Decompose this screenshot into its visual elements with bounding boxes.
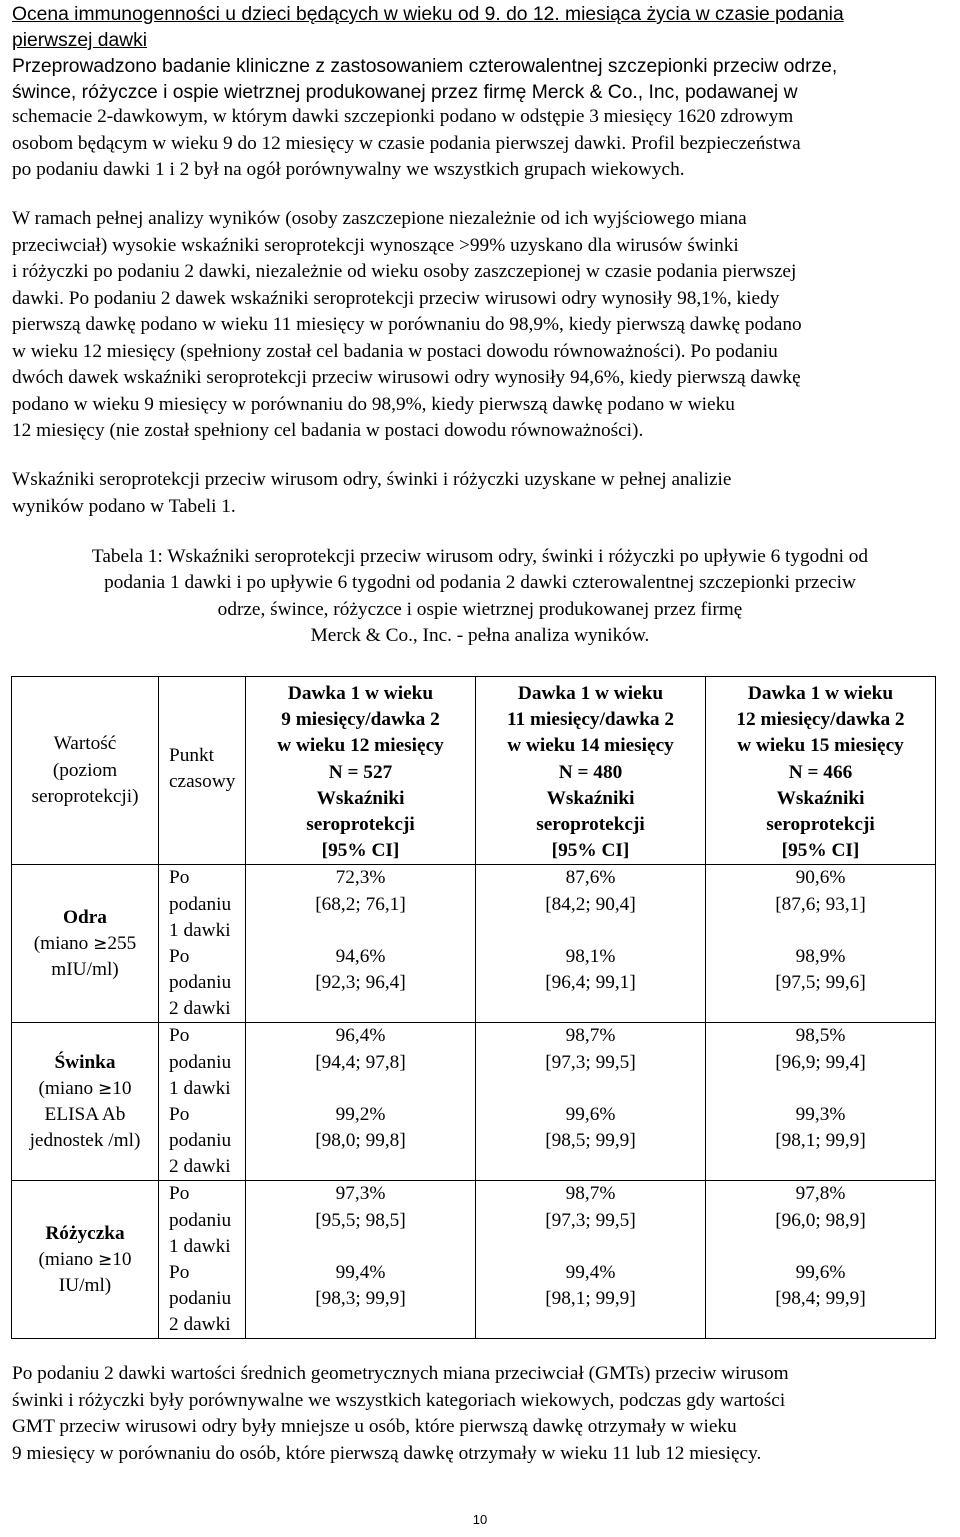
value-cell — [476, 1181, 706, 1339]
table-header-row — [12, 677, 936, 865]
caption-line: Merck & Co., Inc. - pełna analiza wyników. — [310, 625, 650, 647]
intro-line: osobom będącym w wieku 9 do 12 miesięcy w czasie podania pierwszej dawki. Profil bezpieczeństwa — [12, 132, 801, 154]
group-sublabel: [95% CI] — [781, 840, 860, 862]
intro-line: Przeprowadzono badanie kliniczne z zastosowaniem czterowalentnej szczepionki przeciw odrze, — [12, 56, 838, 77]
timepoint-cell — [159, 865, 246, 1023]
timepoint-text: podaniu — [169, 1209, 232, 1231]
ci-value: [68,2; 76,1] — [315, 893, 406, 915]
header-value-cell — [12, 677, 159, 865]
value-cell — [706, 1181, 936, 1339]
timepoint-text: Po — [169, 1183, 190, 1205]
value-cell — [246, 865, 476, 1023]
header-text: (poziom — [52, 759, 118, 781]
value-cell — [246, 1023, 476, 1181]
ci-value: [96,4; 99,1] — [545, 972, 636, 994]
virus-criterion-unit: IU/ml) — [58, 1275, 112, 1297]
timepoint-dose: 2 dawki — [169, 998, 231, 1020]
virus-cell — [12, 1023, 159, 1181]
virus-criterion-unit: ELISA Ab — [44, 1103, 126, 1125]
ci-value: [95,5; 98,5] — [315, 1209, 406, 1231]
analysis-line: 12 miesięcy (nie został spełniony cel badania w postaci dowodu równoważności). — [12, 420, 644, 441]
group-label: Dawka 1 w wieku — [517, 683, 664, 704]
group-count: N = 466 — [788, 761, 853, 783]
ci-value: [94,4; 97,8] — [315, 1051, 406, 1073]
group-sublabel: [95% CI] — [551, 840, 630, 862]
group-label: 12 miesięcy/dawka 2 — [736, 709, 905, 731]
caption-line: odrze, śwince, różyczce i ospie wietrznej produkowanej przez firmę — [217, 598, 743, 620]
value-cell — [706, 865, 936, 1023]
virus-criterion — [12, 1076, 158, 1102]
header-text: seroprotekcji) — [31, 785, 139, 807]
gmt-line: świnki i różyczki były porównywalne we wszystkich kategoriach wiekowych, podczas gdy wartości — [12, 1389, 786, 1411]
ci-value: [98,3; 99,9] — [315, 1288, 406, 1310]
value-cell — [706, 1023, 936, 1181]
timepoint-text: podaniu — [169, 1051, 232, 1073]
ci-value: [96,9; 99,4] — [775, 1051, 866, 1073]
rate-value: 99,4% — [565, 1261, 616, 1283]
group-sublabel: seroprotekcji — [306, 814, 415, 836]
criterion-value: 10 — [112, 1248, 132, 1270]
ci-value: [98,4; 99,9] — [775, 1288, 866, 1310]
group-label: 9 miesięcy/dawka 2 — [281, 709, 440, 731]
table-row — [12, 1023, 936, 1181]
timepoint-text: Po — [169, 867, 190, 889]
criterion-value: 255 — [107, 932, 137, 954]
group-sublabel: [95% CI] — [321, 840, 400, 862]
section-heading — [12, 2, 952, 106]
reference-line: Wskaźniki seroprotekcji przeciw wirusom odry, świnki i różyczki uzyskane w pełnej analizie — [12, 469, 732, 490]
gmt-line: GMT przeciw wirusowi odry były mniejsze u osób, które pierwszą dawkę otrzymały w wieku — [12, 1416, 737, 1437]
timepoint-text: Po — [169, 1103, 190, 1125]
timepoint-dose: 1 dawki — [169, 1235, 231, 1257]
intro-line: schemacie 2-dawkowym, w którym dawki szczepionki podano w odstępie 3 miesięcy 1620 zdrowym — [12, 106, 794, 127]
rate-value: 98,1% — [565, 945, 616, 967]
page-number: 10 — [472, 1512, 488, 1527]
timepoint-text: Po — [169, 1025, 190, 1047]
group-sublabel: Wskaźniki — [316, 787, 405, 809]
ci-value: [98,1; 99,9] — [775, 1130, 866, 1152]
virus-name: Świnka — [54, 1051, 116, 1073]
timepoint-dose: 1 dawki — [169, 1077, 231, 1099]
intro-line: po podaniu dawki 1 i 2 był na ogół porównywalny we wszystkich grupach wiekowych. — [12, 159, 685, 180]
value-cell — [476, 1023, 706, 1181]
virus-cell — [12, 1181, 159, 1339]
header-text: Wartość — [53, 733, 117, 755]
value-cell — [476, 865, 706, 1023]
reference-line: wyników podano w Tabeli 1. — [12, 495, 236, 517]
ci-value: [98,1; 99,9] — [545, 1288, 636, 1310]
caption-line: podania 1 dawki i po upływie 6 tygodni od podania 2 dawki czterowalentnej szczepionki przeciw — [104, 572, 856, 594]
ci-value: [98,5; 99,9] — [545, 1130, 636, 1152]
heading-line: pierwszej dawki — [12, 30, 148, 51]
analysis-line: pierwszą dawkę podano w wieku 11 miesięcy w porównaniu do 98,9%, kiedy pierwszą dawkę podano — [12, 314, 802, 335]
group-label: w wieku 15 miesięcy — [737, 735, 904, 757]
gmt-line: Po podaniu 2 dawki wartości średnich geometrycznych miana przeciwciał (GMTs) przeciw wirusom — [12, 1363, 789, 1384]
virus-criterion — [12, 1247, 158, 1273]
rate-value: 96,4% — [335, 1025, 386, 1047]
virus-criterion-unit: jednostek /ml) — [29, 1130, 141, 1152]
rate-value: 87,6% — [565, 867, 616, 889]
virus-name: Różyczka — [45, 1222, 125, 1244]
geq-symbol: ≥ — [93, 933, 108, 954]
ci-value: [84,2; 90,4] — [545, 893, 636, 915]
timepoint-text: podaniu — [169, 1288, 232, 1310]
table-row — [12, 1181, 936, 1339]
analysis-paragraph — [12, 206, 946, 445]
timepoint-text: Po — [169, 1261, 190, 1283]
rate-value: 98,7% — [565, 1025, 616, 1047]
ci-value: [92,3; 96,4] — [315, 972, 406, 994]
gmt-line: 9 miesięcy w porównaniu do osób, które pierwszą dawkę otrzymały w wieku 11 lub 12 miesięcy. — [12, 1442, 762, 1464]
heading-line: Ocena immunogenności u dzieci będących w wieku od 9. do 12. miesiąca życia w czasie podania — [12, 4, 844, 25]
timepoint-cell — [159, 1181, 246, 1339]
header-group-cell — [706, 677, 936, 865]
rate-value: 99,6% — [795, 1261, 846, 1283]
timepoint-text: Po — [169, 945, 190, 967]
group-sublabel: Wskaźniki — [546, 787, 635, 809]
caption-line: Tabela 1: Wskaźniki seroprotekcji przeciw wirusom odry, świnki i różyczki po upływie 6 tygodni od — [91, 546, 869, 567]
group-sublabel: seroprotekcji — [536, 814, 645, 836]
geq-symbol: ≥ — [97, 1249, 113, 1270]
rate-value: 99,3% — [795, 1103, 846, 1125]
analysis-line: w wieku 12 miesięcy (spełniony został cel badania w postaci dowodu równoważności). Po podaniu — [12, 340, 778, 362]
rate-value: 72,3% — [335, 867, 386, 889]
header-text: Punkt — [169, 745, 215, 766]
analysis-line: i różyczki po podaniu 2 dawki, niezależnie od wieku osoby zaszczepionej w czasie podania pierwszej — [12, 261, 797, 282]
timepoint-dose: 2 dawki — [169, 1314, 231, 1336]
ci-value: [96,0; 98,9] — [775, 1209, 866, 1231]
ci-value: [87,6; 93,1] — [775, 893, 866, 915]
virus-criterion-unit: mIU/ml) — [51, 959, 119, 981]
rate-value: 99,2% — [335, 1103, 386, 1125]
table-caption — [12, 544, 948, 650]
group-count: N = 527 — [328, 761, 393, 783]
header-group-cell — [246, 677, 476, 865]
ci-value: [97,3; 99,5] — [545, 1051, 636, 1073]
group-label: 11 miesięcy/dawka 2 — [506, 709, 675, 731]
analysis-line: podano w wieku 9 miesięcy w porównaniu do 98,9%, kiedy pierwszą dawkę podano w wieku — [12, 393, 735, 415]
timepoint-dose: 2 dawki — [169, 1156, 231, 1178]
group-label: Dawka 1 w wieku — [287, 683, 434, 704]
ci-value: [97,3; 99,5] — [545, 1209, 636, 1231]
header-timepoint-cell — [159, 677, 246, 865]
timepoint-text: podaniu — [169, 972, 232, 994]
gmt-paragraph — [12, 1361, 946, 1467]
analysis-line: przeciwciał) wysokie wskaźniki seroprotekcji wynoszące >99% uzyskano dla wirusów świnki — [12, 234, 739, 256]
timepoint-text: podaniu — [169, 893, 232, 915]
analysis-line: W ramach pełnej analizy wyników (osoby zaszczepione niezależnie od ich wyjściowego miana — [12, 208, 747, 229]
group-sublabel: Wskaźniki — [776, 787, 865, 809]
header-text: czasowy — [169, 771, 236, 793]
virus-cell — [12, 865, 159, 1023]
rate-value: 97,3% — [335, 1183, 386, 1205]
seroprotection-table — [11, 676, 936, 1339]
group-label: w wieku 12 miesięcy — [277, 735, 444, 757]
header-group-cell — [476, 677, 706, 865]
table-row — [12, 865, 936, 1023]
intro-paragraph — [12, 104, 946, 184]
ci-value: [97,5; 99,6] — [775, 972, 866, 994]
timepoint-dose: 1 dawki — [169, 919, 231, 941]
rate-value: 98,9% — [795, 945, 846, 967]
criterion-text: (miano — [38, 1077, 98, 1099]
analysis-line: dawki. Po podaniu 2 dawek wskaźniki seroprotekcji przeciw wirusowi odry wynosiły 98,1%, kiedy — [12, 287, 780, 309]
rate-value: 97,8% — [795, 1183, 846, 1205]
rate-value: 90,6% — [795, 867, 846, 889]
timepoint-cell — [159, 1023, 246, 1181]
ci-value: [98,0; 99,8] — [315, 1130, 406, 1152]
intro-line: śwince, różyczce i ospie wietrznej produkowanej przez firmę Merck & Co., Inc, podawanej w — [12, 82, 798, 103]
rate-value: 94,6% — [335, 945, 386, 967]
value-cell — [246, 1181, 476, 1339]
group-count: N = 480 — [558, 761, 623, 783]
rate-value: 99,6% — [565, 1103, 616, 1125]
rate-value: 98,7% — [565, 1183, 616, 1205]
analysis-line: dwóch dawek wskaźniki seroprotekcji przeciw wirusowi odry wynosiły 94,6%, kiedy pierwszą dawkę — [12, 367, 801, 388]
rate-value: 98,5% — [795, 1025, 846, 1047]
reference-paragraph — [12, 467, 946, 520]
rate-value: 99,4% — [335, 1261, 386, 1283]
group-label: Dawka 1 w wieku — [747, 683, 894, 704]
criterion-text: (miano — [38, 1248, 98, 1270]
group-sublabel: seroprotekcji — [766, 814, 875, 836]
criterion-value: 10 — [112, 1077, 132, 1099]
geq-symbol: ≥ — [97, 1078, 113, 1099]
group-label: w wieku 14 miesięcy — [507, 735, 674, 757]
timepoint-text: podaniu — [169, 1130, 232, 1152]
virus-criterion — [12, 931, 158, 957]
virus-name: Odra — [63, 906, 107, 928]
criterion-text: (miano — [33, 932, 94, 954]
